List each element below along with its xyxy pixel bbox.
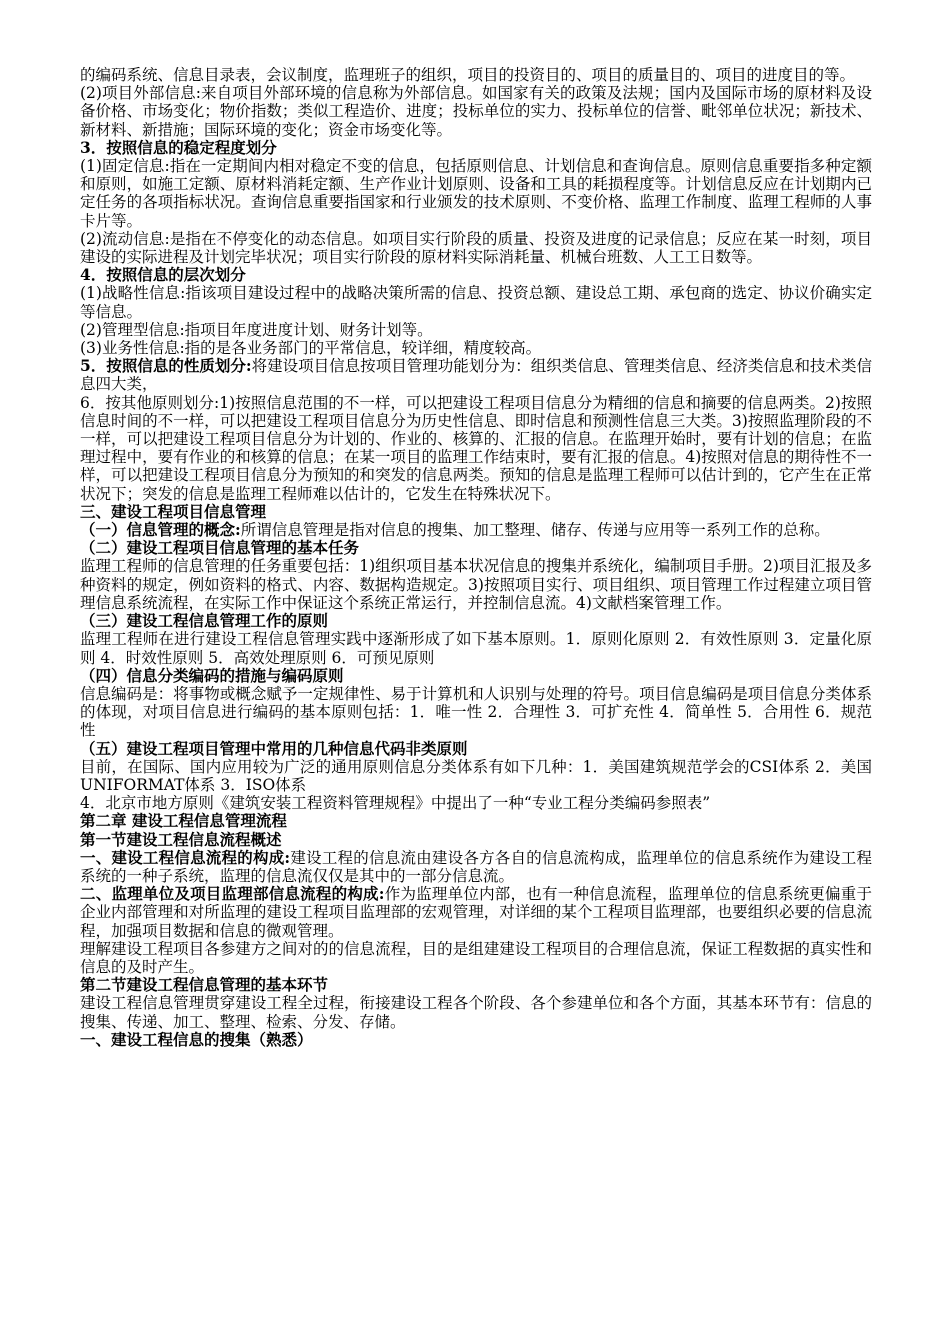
- paragraph-text: 所谓信息管理是指对信息的搜集、加工整理、储存、传递与应用等一系列工作的总称。: [240, 521, 830, 540]
- paragraph: [80, 885, 872, 940]
- paragraph: 监理工程师的信息管理的任务重要包括：1)组织项目基本状况信息的搜集并系统化，编制项目手册。2)项目汇报及多种资料的规定，例如资料的格式、内容、数据构造规定。3)按照项目实行、项目组织、项目管理工作过程建立项目管理信息系统流程，在实际工作中保证这个系统正常运行，并控制信息流。4)文献档案管理工作。: [80, 557, 872, 612]
- paragraph: 监理工程师在进行建设工程信息管理实践中逐渐形成了如下基本原则。1．原则化原则 2．有效性原则 3．定量化原则 4．时效性原则 5．高效处理原则 6．可预见原则: [80, 630, 872, 667]
- paragraph-text: 将建设项目信息按项目管理功能划分为：组织类信息、管理类信息、经济类信息和技术类信息四大类，: [80, 357, 872, 394]
- paragraph: (3)业务性信息:指的是各业务部门的平常信息，较详细，精度较高。: [80, 339, 542, 358]
- paragraph: 6．按其他原则划分:1)按照信息范围的不一样，可以把建设工程项目信息分为精细的信息和摘要的信息两类。2)按照信息时间的不一样，可以把建设工程项目信息分为历史性信息、即时信息和预测性信息三大类。3)按照监理阶段的不一样，可以把建设工程项目信息分为计划的、作业的、核算的、汇报的信息。在监理开始时，要有计划的信息；在监理过程中，要有作业的和核算的信息；在某一项目的监理工作结束时，要有汇报的信息。4)按照对信息的期待性不一样，可以把建设工程项目信息分为预知的和突发的信息两类。预知的信息是监理工程师可以估计到的，它产生在正常状况下；突发的信息是监理工程师难以估计的，它发生在特殊状况下。: [80, 393, 872, 503]
- inline-heading: 一、建设工程信息流程的构成:: [80, 847, 291, 867]
- section-heading: 第二节建设工程信息管理的基本环节: [80, 975, 329, 995]
- section-heading: （三）建设工程信息管理工作的原则: [80, 611, 329, 631]
- paragraph: [80, 357, 872, 393]
- section-heading: （四）信息分类编码的措施与编码原则: [80, 665, 344, 685]
- section-heading: 第一节建设工程信息流程概述: [80, 829, 282, 849]
- section-heading: 一、建设工程信息的搜集（熟悉）: [80, 1029, 313, 1049]
- paragraph-text: 作为监理单位内部，也有一种信息流程，监理单位的信息系统更偏重于企业内部管理和对所监理的建设工程项目监理部的宏观管理，对详细的某个工程项目监理部，也要组织必要的信息流程，加强项目数据和信息的微观管理。: [80, 885, 872, 940]
- paragraph: (2)项目外部信息:来自项目外部环境的信息称为外部信息。如国家有关的政策及法规；国内及国际市场的原材料及设备价格、市场变化；物价指数；类似工程造价、进度；投标单位的实力、投标单位的信誉、毗邻单位状况；新技术、新材料、新措施；国际环境的变化；资金市场变化等。: [80, 84, 872, 139]
- paragraph: 的编码系统、信息目录表，会议制度，监理班子的组织，项目的投资目的、项目的质量目的、项目的进度目的等。: [80, 66, 856, 84]
- inline-heading: （一）信息管理的概念:: [80, 520, 241, 540]
- section-heading: （五）建设工程项目管理中常用的几种信息代码非类原则: [80, 738, 468, 758]
- paragraph: 建设工程信息管理贯穿建设工程全过程，衔接建设工程各个阶段、各个参建单位和各个方面，其基本环节有：信息的搜集、传递、加工、整理、检索、分发、存储。: [80, 994, 872, 1031]
- paragraph: 理解建设工程项目各参建方之间对的的信息流程，目的是组建建设工程项目的合理信息流，保证工程数据的真实性和信息的及时产生。: [80, 939, 872, 976]
- paragraph: (1)固定信息:指在一定期间内相对稳定不变的信息，包括原则信息、计划信息和查询信息。原则信息重要指多种定额和原则，如施工定额、原材料消耗定额、生产作业计划原则、设备和工具的耗损程度等。计划信息反应在计划期内已定任务的各项指标状况。查询信息重要指国家和行业颁发的技术原则、不变价格、监理工作制度、监理工程师的人事卡片等。: [80, 157, 872, 230]
- inline-heading: 二、监理单位及项目监理部信息流程的构成:: [80, 884, 385, 904]
- paragraph: 4．北京市地方原则《建筑安装工程资料管理规程》中提出了一种“专业工程分类编码参照表”: [80, 794, 711, 813]
- section-heading: 4．按照信息的层次划分: [80, 265, 246, 285]
- paragraph: 信息编码是：将事物或概念赋予一定规律性、易于计算机和人识别与处理的符号。项目信息编码是项目信息分类体系的体现，对项目信息进行编码的基本原则包括：1．唯一性 2．合理性 3．可扩充性 4．简单性 5．合用性 6．规范性: [80, 684, 872, 740]
- paragraph: [80, 521, 872, 539]
- paragraph: (1)战略性信息:指该项目建设过程中的战略决策所需的信息、投资总额、建设总工期、承包商的选定、协议价确实定等信息。: [80, 284, 872, 321]
- chapter-heading: 第二章 建设工程信息管理流程: [80, 811, 287, 831]
- inline-heading: 5．按照信息的性质划分:: [80, 356, 252, 376]
- paragraph: [80, 849, 872, 885]
- paragraph: (2)管理型信息:指项目年度进度计划、财务计划等。: [80, 320, 433, 339]
- paragraph-text: 建设工程的信息流由建设各方各自的信息流构成，监理单位的信息系统作为建设工程系统的一种子系统，监理的信息流仅仅是其中的一部分信息流。: [80, 848, 872, 885]
- section-heading: （二）建设工程项目信息管理的基本任务: [80, 538, 360, 558]
- paragraph: (2)流动信息:是指在不停变化的动态信息。如项目实行阶段的质量、投资及进度的记录信息；反应在某一时刻，项目建设的实际进程及计划完毕状况；项目实行阶段的原材料实际消耗量、机械台班数、人工工日数等。: [80, 229, 872, 267]
- section-heading: 3．按照信息的稳定程度划分: [80, 137, 277, 157]
- paragraph: 目前，在国际、国内应用较为广泛的通用原则信息分类体系有如下几种：1．美国建筑规范学会的CSI体系 2．美国UNIFORMAT体系 3．ISO体系: [80, 757, 872, 794]
- section-heading: 三、建设工程项目信息管理: [80, 501, 267, 521]
